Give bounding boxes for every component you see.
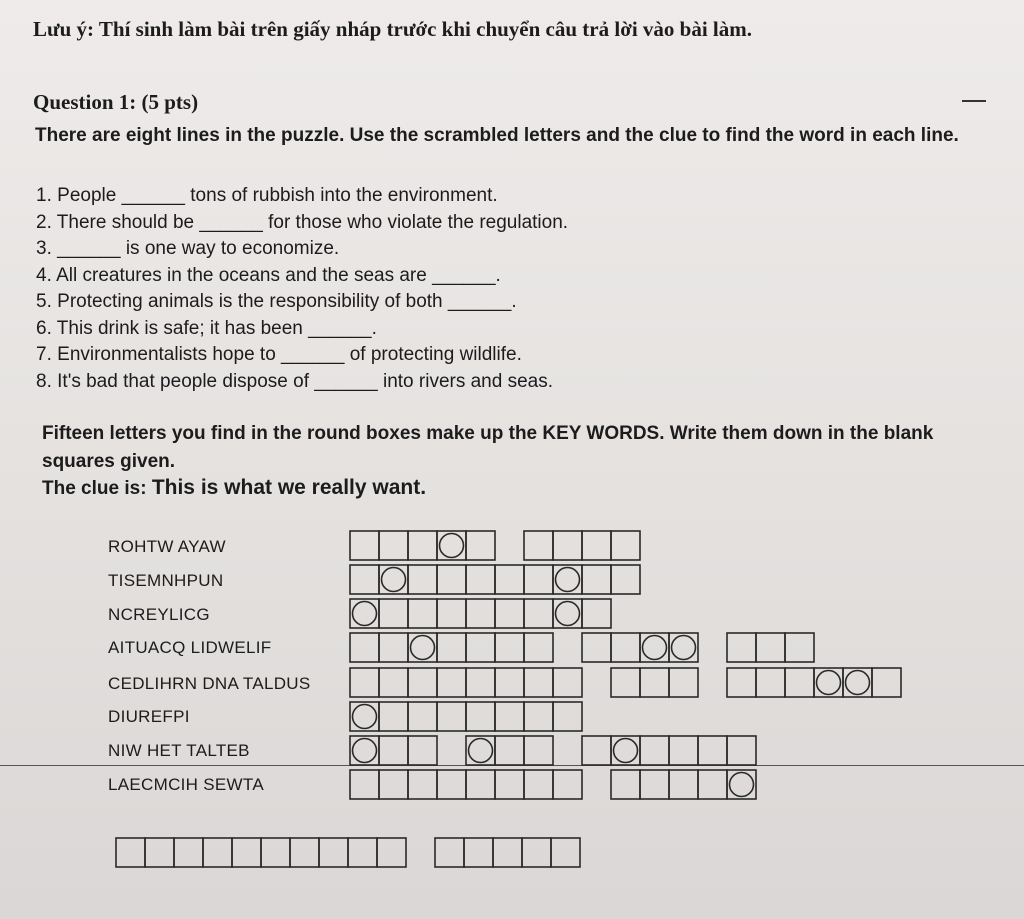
key-word-box[interactable] (203, 838, 232, 867)
letter-box[interactable] (524, 633, 553, 662)
round-box-circle (469, 739, 493, 763)
letter-box[interactable] (379, 736, 408, 765)
letter-box[interactable] (495, 633, 524, 662)
sentence-item: 7. Environmentalists hope to ______ of protecting wildlife. (36, 344, 522, 365)
letter-box[interactable] (466, 668, 495, 697)
letter-box[interactable] (524, 702, 553, 731)
sentence-item: 3. ______ is one way to economize. (36, 238, 340, 259)
letter-box[interactable] (495, 770, 524, 799)
round-letter-box[interactable] (553, 599, 582, 628)
sentence-item: 1. People ______ tons of rubbish into the environment. (36, 185, 498, 206)
scrambled-word-7: NIW HET TALTEB (108, 741, 250, 760)
letter-box[interactable] (408, 702, 437, 731)
letter-box[interactable] (727, 633, 756, 662)
letter-box[interactable] (611, 770, 640, 799)
scrambled-word-3: NCREYLICG (108, 605, 210, 624)
keyword-instructions: Fifteen letters you find in the round boxes make up the KEY WORDS. Write them down in the blank squares given. (42, 423, 934, 472)
letter-box[interactable] (495, 702, 524, 731)
letter-box[interactable] (466, 599, 495, 628)
letter-box[interactable] (437, 770, 466, 799)
letter-box[interactable] (379, 633, 408, 662)
letter-box[interactable] (698, 736, 727, 765)
letter-box[interactable] (669, 770, 698, 799)
key-word-box[interactable] (522, 838, 551, 867)
answer-blank[interactable]: ______ (281, 344, 345, 365)
letter-box[interactable] (553, 702, 582, 731)
round-letter-box[interactable] (437, 531, 466, 560)
answer-blank[interactable]: ______ (447, 291, 512, 312)
round-letter-box[interactable] (843, 668, 872, 697)
letter-box[interactable] (379, 668, 408, 697)
letter-box[interactable] (669, 736, 698, 765)
letter-box[interactable] (437, 702, 466, 731)
letter-box[interactable] (524, 770, 553, 799)
letter-box[interactable] (640, 736, 669, 765)
scrambled-word-5: CEDLIHRN DNA TALDUS (108, 674, 311, 693)
letter-box[interactable] (669, 668, 698, 697)
letter-box[interactable] (611, 633, 640, 662)
round-letter-box[interactable] (466, 736, 495, 765)
letter-box[interactable] (553, 668, 582, 697)
round-box-circle (353, 705, 377, 729)
scrambled-word-6: DIUREFPI (108, 707, 190, 726)
letter-box[interactable] (785, 668, 814, 697)
letter-box[interactable] (466, 633, 495, 662)
round-box-circle (353, 602, 377, 626)
round-letter-box[interactable] (350, 702, 379, 731)
letter-box[interactable] (582, 633, 611, 662)
letter-box[interactable] (379, 702, 408, 731)
answer-blank[interactable]: ______ (121, 185, 185, 206)
letter-box[interactable] (466, 565, 495, 594)
letter-box[interactable] (872, 668, 901, 697)
sentence-item: 5. Protecting animals is the responsibility of both ______. (36, 291, 517, 312)
key-word-box[interactable] (174, 838, 203, 867)
answer-blank[interactable]: ______ (57, 238, 121, 259)
key-word-box[interactable] (348, 838, 377, 867)
letter-box[interactable] (350, 633, 379, 662)
sentence-item: 2. There should be ______ for those who violate the regulation. (36, 211, 569, 233)
letter-box[interactable] (756, 668, 785, 697)
sentence-item: 8. It's bad that people dispose of ______ into rivers and seas. (36, 370, 554, 392)
letter-box[interactable] (437, 668, 466, 697)
letter-box[interactable] (640, 668, 669, 697)
key-word-box[interactable] (435, 838, 464, 867)
letter-box[interactable] (408, 565, 437, 594)
round-box-circle (556, 568, 580, 592)
round-box-circle (440, 534, 464, 558)
letter-box[interactable] (640, 770, 669, 799)
round-letter-box[interactable] (408, 633, 437, 662)
letter-box[interactable] (350, 531, 379, 560)
scrambled-word-2: TISEMNHPUN (108, 571, 224, 590)
scrambled-word-4: AITUACQ LIDWELIF (108, 638, 272, 657)
letter-box[interactable] (408, 599, 437, 628)
round-letter-box[interactable] (669, 633, 698, 662)
letter-box[interactable] (437, 599, 466, 628)
letter-box[interactable] (553, 531, 582, 560)
clue-label: The clue is: (42, 478, 147, 499)
letter-box[interactable] (495, 599, 524, 628)
letter-box[interactable] (611, 565, 640, 594)
letter-box[interactable] (611, 668, 640, 697)
key-word-box[interactable] (493, 838, 522, 867)
key-word-box[interactable] (290, 838, 319, 867)
letter-box[interactable] (408, 531, 437, 560)
letter-box[interactable] (350, 668, 379, 697)
letter-box[interactable] (524, 531, 553, 560)
round-letter-box[interactable] (640, 633, 669, 662)
letter-box[interactable] (408, 736, 437, 765)
letter-box[interactable] (582, 736, 611, 765)
scrambled-word-8: LAECMCIH SEWTA (108, 775, 264, 794)
letter-box[interactable] (524, 599, 553, 628)
letter-box[interactable] (350, 565, 379, 594)
note-line: Lưu ý: Thí sinh làm bài trên giấy nháp trước khi chuyển câu trả lời vào bài làm. (33, 17, 753, 41)
answer-blank[interactable]: ______ (432, 264, 496, 286)
round-box-circle (817, 671, 841, 695)
letter-box[interactable] (727, 668, 756, 697)
letter-box[interactable] (582, 565, 611, 594)
letter-box[interactable] (466, 770, 495, 799)
letter-box[interactable] (495, 668, 524, 697)
sentence-item: 4. All creatures in the oceans and the seas are ______. (36, 264, 501, 286)
round-letter-box[interactable] (379, 565, 408, 594)
key-word-box[interactable] (261, 838, 290, 867)
answer-blank[interactable]: ______ (199, 211, 263, 233)
round-letter-box[interactable] (553, 565, 582, 594)
round-box-circle (382, 568, 406, 592)
letter-box[interactable] (785, 633, 814, 662)
round-letter-box[interactable] (350, 599, 379, 628)
round-box-circle (411, 636, 435, 660)
answer-blank[interactable]: ______ (314, 370, 378, 392)
letter-box[interactable] (582, 531, 611, 560)
scrambled-word-1: ROHTW AYAW (108, 537, 226, 556)
key-word-box[interactable] (377, 838, 406, 867)
letter-box[interactable] (524, 565, 553, 594)
key-word-box[interactable] (464, 838, 493, 867)
letter-box[interactable] (379, 770, 408, 799)
letter-box[interactable] (466, 702, 495, 731)
round-box-circle (846, 671, 870, 695)
key-word-box[interactable] (319, 838, 348, 867)
clue-text: This is what we really want. (151, 476, 427, 499)
round-box-circle (672, 636, 696, 660)
question-title: Question 1: (5 pts) (33, 90, 199, 114)
round-box-circle (353, 739, 377, 763)
letter-box[interactable] (379, 599, 408, 628)
sentence-item: 6. This drink is safe; it has been ______. (36, 317, 377, 339)
letter-box[interactable] (437, 565, 466, 594)
key-word-box[interactable] (145, 838, 174, 867)
round-box-circle (643, 636, 667, 660)
letter-box[interactable] (466, 531, 495, 560)
letter-box[interactable] (727, 736, 756, 765)
letter-box[interactable] (611, 531, 640, 560)
round-box-circle (614, 739, 638, 763)
letter-box[interactable] (698, 770, 727, 799)
round-letter-box[interactable] (814, 668, 843, 697)
letter-box[interactable] (553, 770, 582, 799)
key-word-box[interactable] (232, 838, 261, 867)
letter-box[interactable] (350, 770, 379, 799)
letter-box[interactable] (437, 633, 466, 662)
key-word-box[interactable] (116, 838, 145, 867)
letter-box[interactable] (408, 770, 437, 799)
round-box-circle (556, 602, 580, 626)
letter-box[interactable] (756, 633, 785, 662)
round-letter-box[interactable] (350, 736, 379, 765)
letter-box[interactable] (495, 736, 524, 765)
round-letter-box[interactable] (611, 736, 640, 765)
letter-box[interactable] (379, 531, 408, 560)
instructions: There are eight lines in the puzzle. Use the scrambled letters and the clue to find the word in each line. (35, 125, 959, 146)
letter-box[interactable] (524, 736, 553, 765)
letter-box[interactable] (495, 565, 524, 594)
letter-box[interactable] (582, 599, 611, 628)
round-letter-box[interactable] (727, 770, 756, 799)
key-word-box[interactable] (551, 838, 580, 867)
letter-box[interactable] (408, 668, 437, 697)
answer-blank[interactable]: ______ (308, 317, 372, 339)
letter-box[interactable] (524, 668, 553, 697)
round-box-circle (730, 773, 754, 797)
